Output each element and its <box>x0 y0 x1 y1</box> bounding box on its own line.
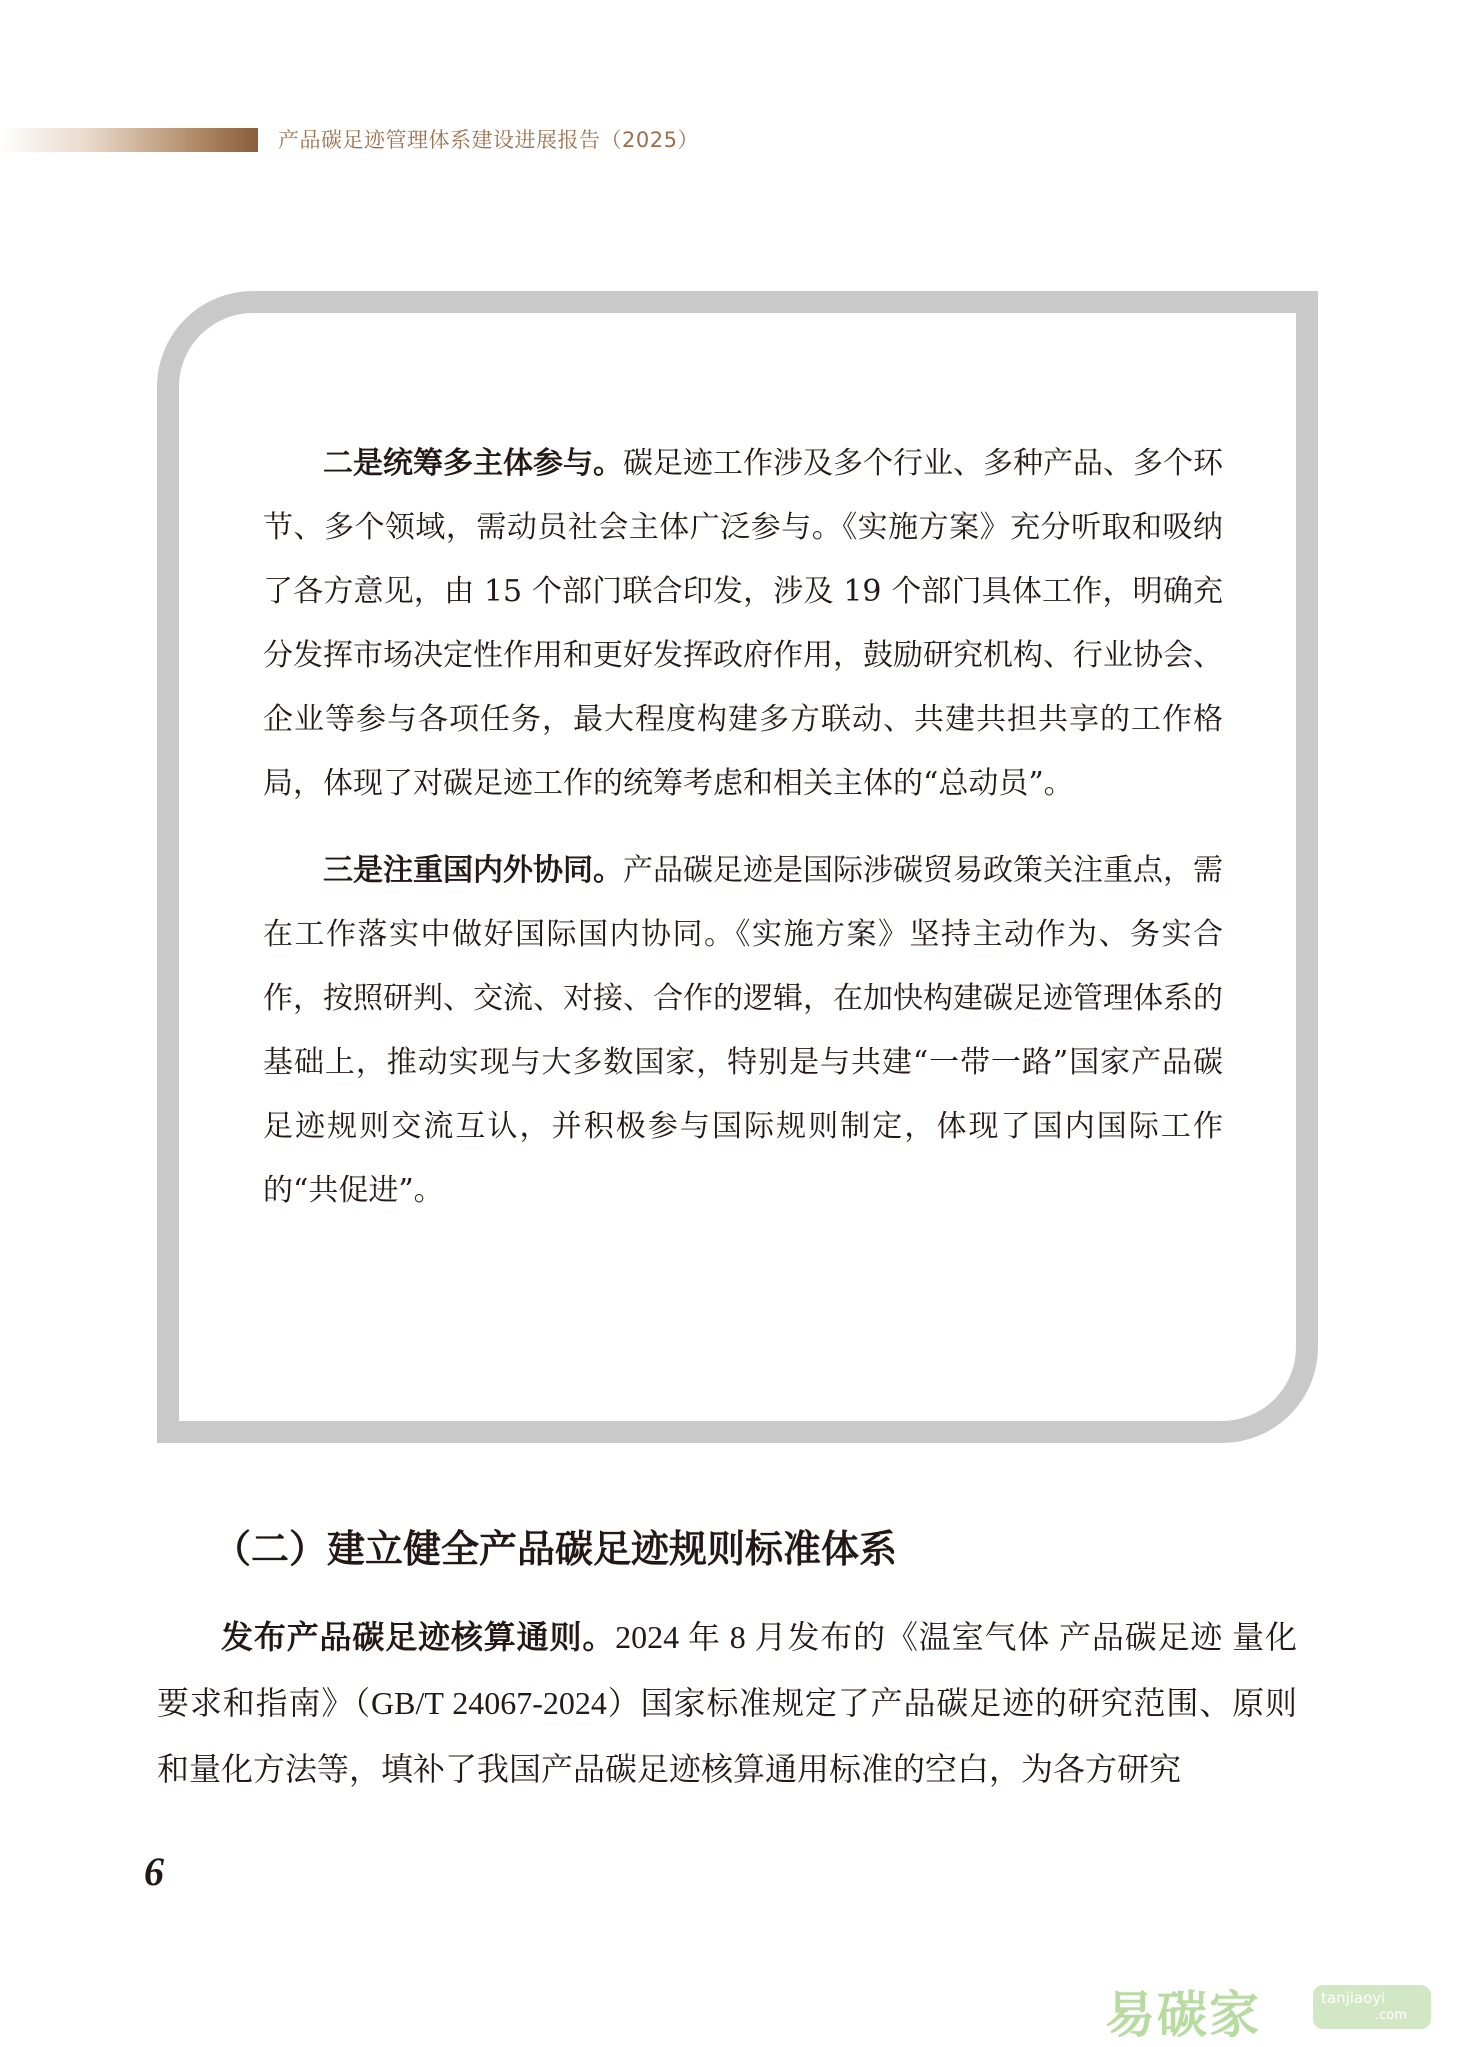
watermark-domain: tanjiaoyi <box>1321 1989 1386 2007</box>
section-heading: （二）建立健全产品碳足迹规则标准体系 <box>213 1526 898 1571</box>
box-paragraph <box>263 432 1223 816</box>
highlight-box-content <box>263 432 1223 1223</box>
paragraph-lead: 三是注重国内外协同。 <box>323 853 623 888</box>
page-number: 6 <box>144 1849 164 1894</box>
running-header-title: 产品碳足迹管理体系建设进展报告（2025） <box>278 128 699 152</box>
body-paragraph <box>157 1604 1297 1802</box>
box-paragraph <box>263 839 1223 1223</box>
watermark-suffix: .com <box>1375 2008 1407 2023</box>
header-accent-bar <box>0 128 258 152</box>
paragraph-lead: 发布产品碳足迹核算通则。 <box>221 1619 616 1655</box>
paragraph-body: 产品碳足迹是国际涉碳贸易政策关注重点，需在工作落实中做好国际国内协同。《实施方案》坚持主动作为、务实合作，按照研判、交流、对接、合作的逻辑，在加快构建碳足迹管理体系的基础上，推动实现与大多数国家，特别是与共建“一带一路”国家产品碳足迹规则交流互认，并积极参与国际规则制定，体现了国内国际工作的“共促进”。 <box>263 853 1223 1208</box>
paragraph-lead: 二是统筹多主体参与。 <box>323 446 623 481</box>
watermark-logo <box>1105 1975 1435 2044</box>
paragraph-body: 2024 年 8 月发布的《温室气体 产品碳足迹 量化要求和指南》（GB/T 24067-2024）国家标准规定了产品碳足迹的研究范围、原则和量化方法等，填补了我国产品碳足迹核算通用标准的空白，为各方研究 <box>157 1619 1297 1787</box>
paragraph-body: 碳足迹工作涉及多个行业、多种产品、多个环节、多个领域，需动员社会主体广泛参与。《实施方案》充分听取和吸纳了各方意见，由 15 个部门联合印发，涉及 19 个部门具体工作，明确充分发挥市场决定性作用和更好发挥政府作用，鼓励研究机构、行业协会、企业等参与各项任务，最大程度构建多方联动、共建共担共享的工作格局，体现了对碳足迹工作的统筹考虑和相关主体的“总动员”。 <box>263 446 1223 801</box>
watermark-brand: 易碳家 <box>1105 1986 1261 2044</box>
watermark-badge <box>1313 1985 1431 2029</box>
section-body <box>157 1604 1297 1802</box>
